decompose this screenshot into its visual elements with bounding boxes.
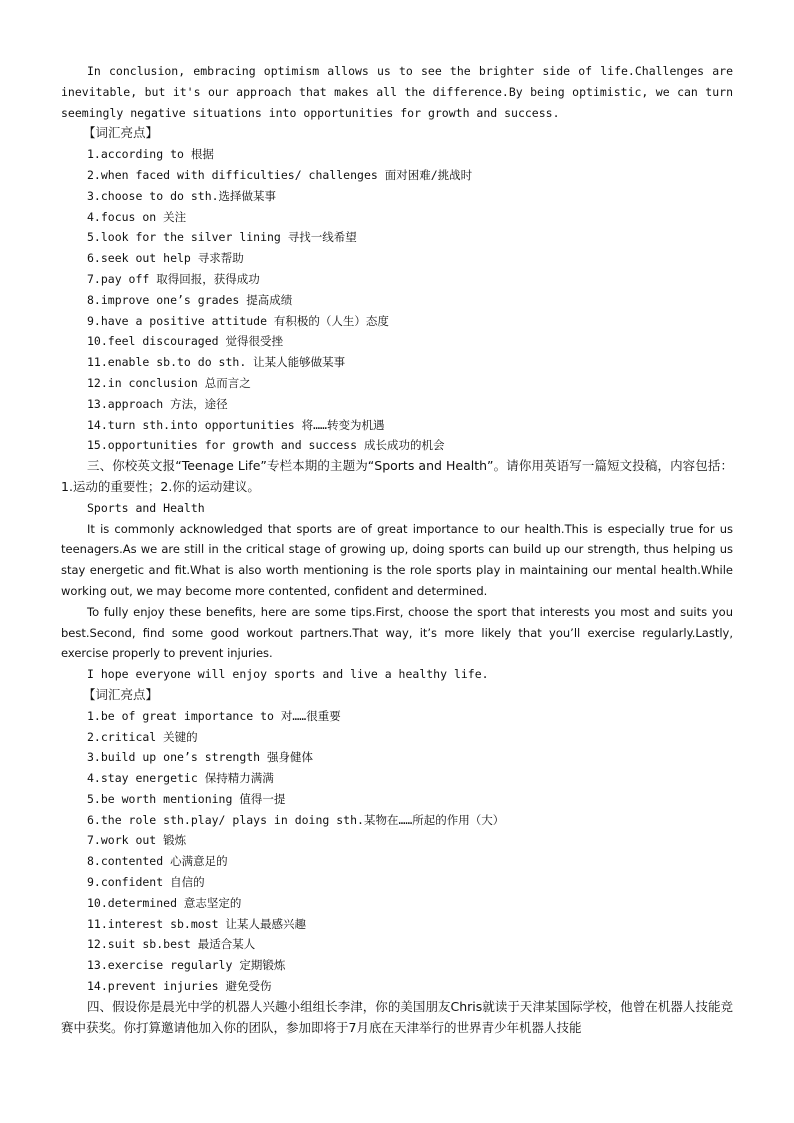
list-item: 10.determined 意志坚定的 xyxy=(87,895,242,910)
conclusion-paragraph: In conclusion, embracing optimism allows us to see the brighter side of life.Challenges are inevitable, but it's our approach that makes all the difference.By being optimistic, we can turn seemingly negative situations into opportunities for growth and success. xyxy=(61,64,733,120)
document-content xyxy=(61,61,733,1038)
list-item: 10.feel discouraged 觉得很受挫 xyxy=(87,334,283,349)
list-item: 9.have a positive attitude 有积极的（人生）态度 xyxy=(87,313,389,328)
list-item: 7.work out 锻炼 xyxy=(87,833,187,848)
list-item: 5.look for the silver lining 寻找一线希望 xyxy=(87,230,357,245)
list-item: 6.seek out help 寻求帮助 xyxy=(87,251,244,266)
essay-paragraph-2: To fully enjoy these benefits, here are some tips.First, choose the sport that interests you most and suits you best.Second, find some good workout partners.That way, it’s more likely that you’ll exercise regularly.Lastly, exercise properly to prevent injuries. xyxy=(61,604,733,661)
list-item: 5.be worth mentioning 值得一提 xyxy=(87,791,286,806)
list-item: 9.confident 自信的 xyxy=(87,875,205,890)
list-item: 6.the role sth.play/ plays in doing sth.某物在……所起的作用（大） xyxy=(87,812,505,827)
vocab-list xyxy=(61,144,733,456)
list-item: 13.exercise regularly 定期锻炼 xyxy=(87,958,286,973)
essay-paragraph-1: It is commonly acknowledged that sports are of great importance to our health.This is especially true for us teenagers.As we are still in the critical stage of growing up, doing sports can build up our strength, thus helping us stay energetic and fit.What is also worth mentioning is the role sports play in maintaining our mental health.While working out, we may become more contented, confident and determined. xyxy=(61,521,733,598)
vocab-heading: 【词汇亮点】 xyxy=(83,686,159,702)
list-item: 7.pay off 取得回报，获得成功 xyxy=(87,271,260,286)
list-item: 4.stay energetic 保持精力满满 xyxy=(87,771,274,786)
list-item: 11.interest sb.most 让某人最感兴趣 xyxy=(87,916,306,931)
list-item: 2.when faced with difficulties/ challenges 面对困难/挑战时 xyxy=(87,167,473,182)
list-item: 3.build up one’s strength 强身健体 xyxy=(87,750,314,765)
vocab-list xyxy=(61,706,733,997)
list-item: 3.choose to do sth.选择做某事 xyxy=(87,188,277,203)
list-item: 13.approach 方法，途径 xyxy=(87,396,228,411)
vocab-heading: 【词汇亮点】 xyxy=(83,125,159,141)
list-item: 15.opportunities for growth and success 成长成功的机会 xyxy=(87,438,445,453)
writing-task-4: 四、假设你是晨光中学的机器人兴趣小组组长李津，你的美国朋友Chris就读于天津某国际学校，他曾在机器人技能竞赛中获奖。你打算邀请他加入你的团队，参加即将于7月底在天津举行的世界青少年机器人技能 xyxy=(61,998,733,1035)
writing-task-3: 三、你校英文报“Teenage Life”专栏本期的主题为“Sports and Health”。请你用英语写一篇短文投稿，内容包括：1.运动的重要性；2.你的运动建议。 xyxy=(61,458,733,494)
essay-title: Sports and Health xyxy=(87,500,205,515)
list-item: 8.improve one’s grades 提高成绩 xyxy=(87,292,293,307)
essay-paragraph-3: I hope everyone will enjoy sports and live a healthy life. xyxy=(87,667,489,682)
list-item: 12.suit sb.best 最适合某人 xyxy=(87,937,256,952)
list-item: 2.critical 关键的 xyxy=(87,729,198,744)
list-item: 1.be of great importance to 对……很重要 xyxy=(87,708,341,723)
list-item: 12.in conclusion 总而言之 xyxy=(87,375,251,390)
list-item: 14.prevent injuries 避免受伤 xyxy=(87,979,272,994)
list-item: 11.enable sb.to do sth. 让某人能够做某事 xyxy=(87,355,346,370)
list-item: 8.contented 心满意足的 xyxy=(87,854,228,869)
list-item: 4.focus on 关注 xyxy=(87,209,187,224)
list-item: 1.according to 根据 xyxy=(87,147,214,162)
list-item: 14.turn sth.into opportunities 将……转变为机遇 xyxy=(87,417,385,432)
